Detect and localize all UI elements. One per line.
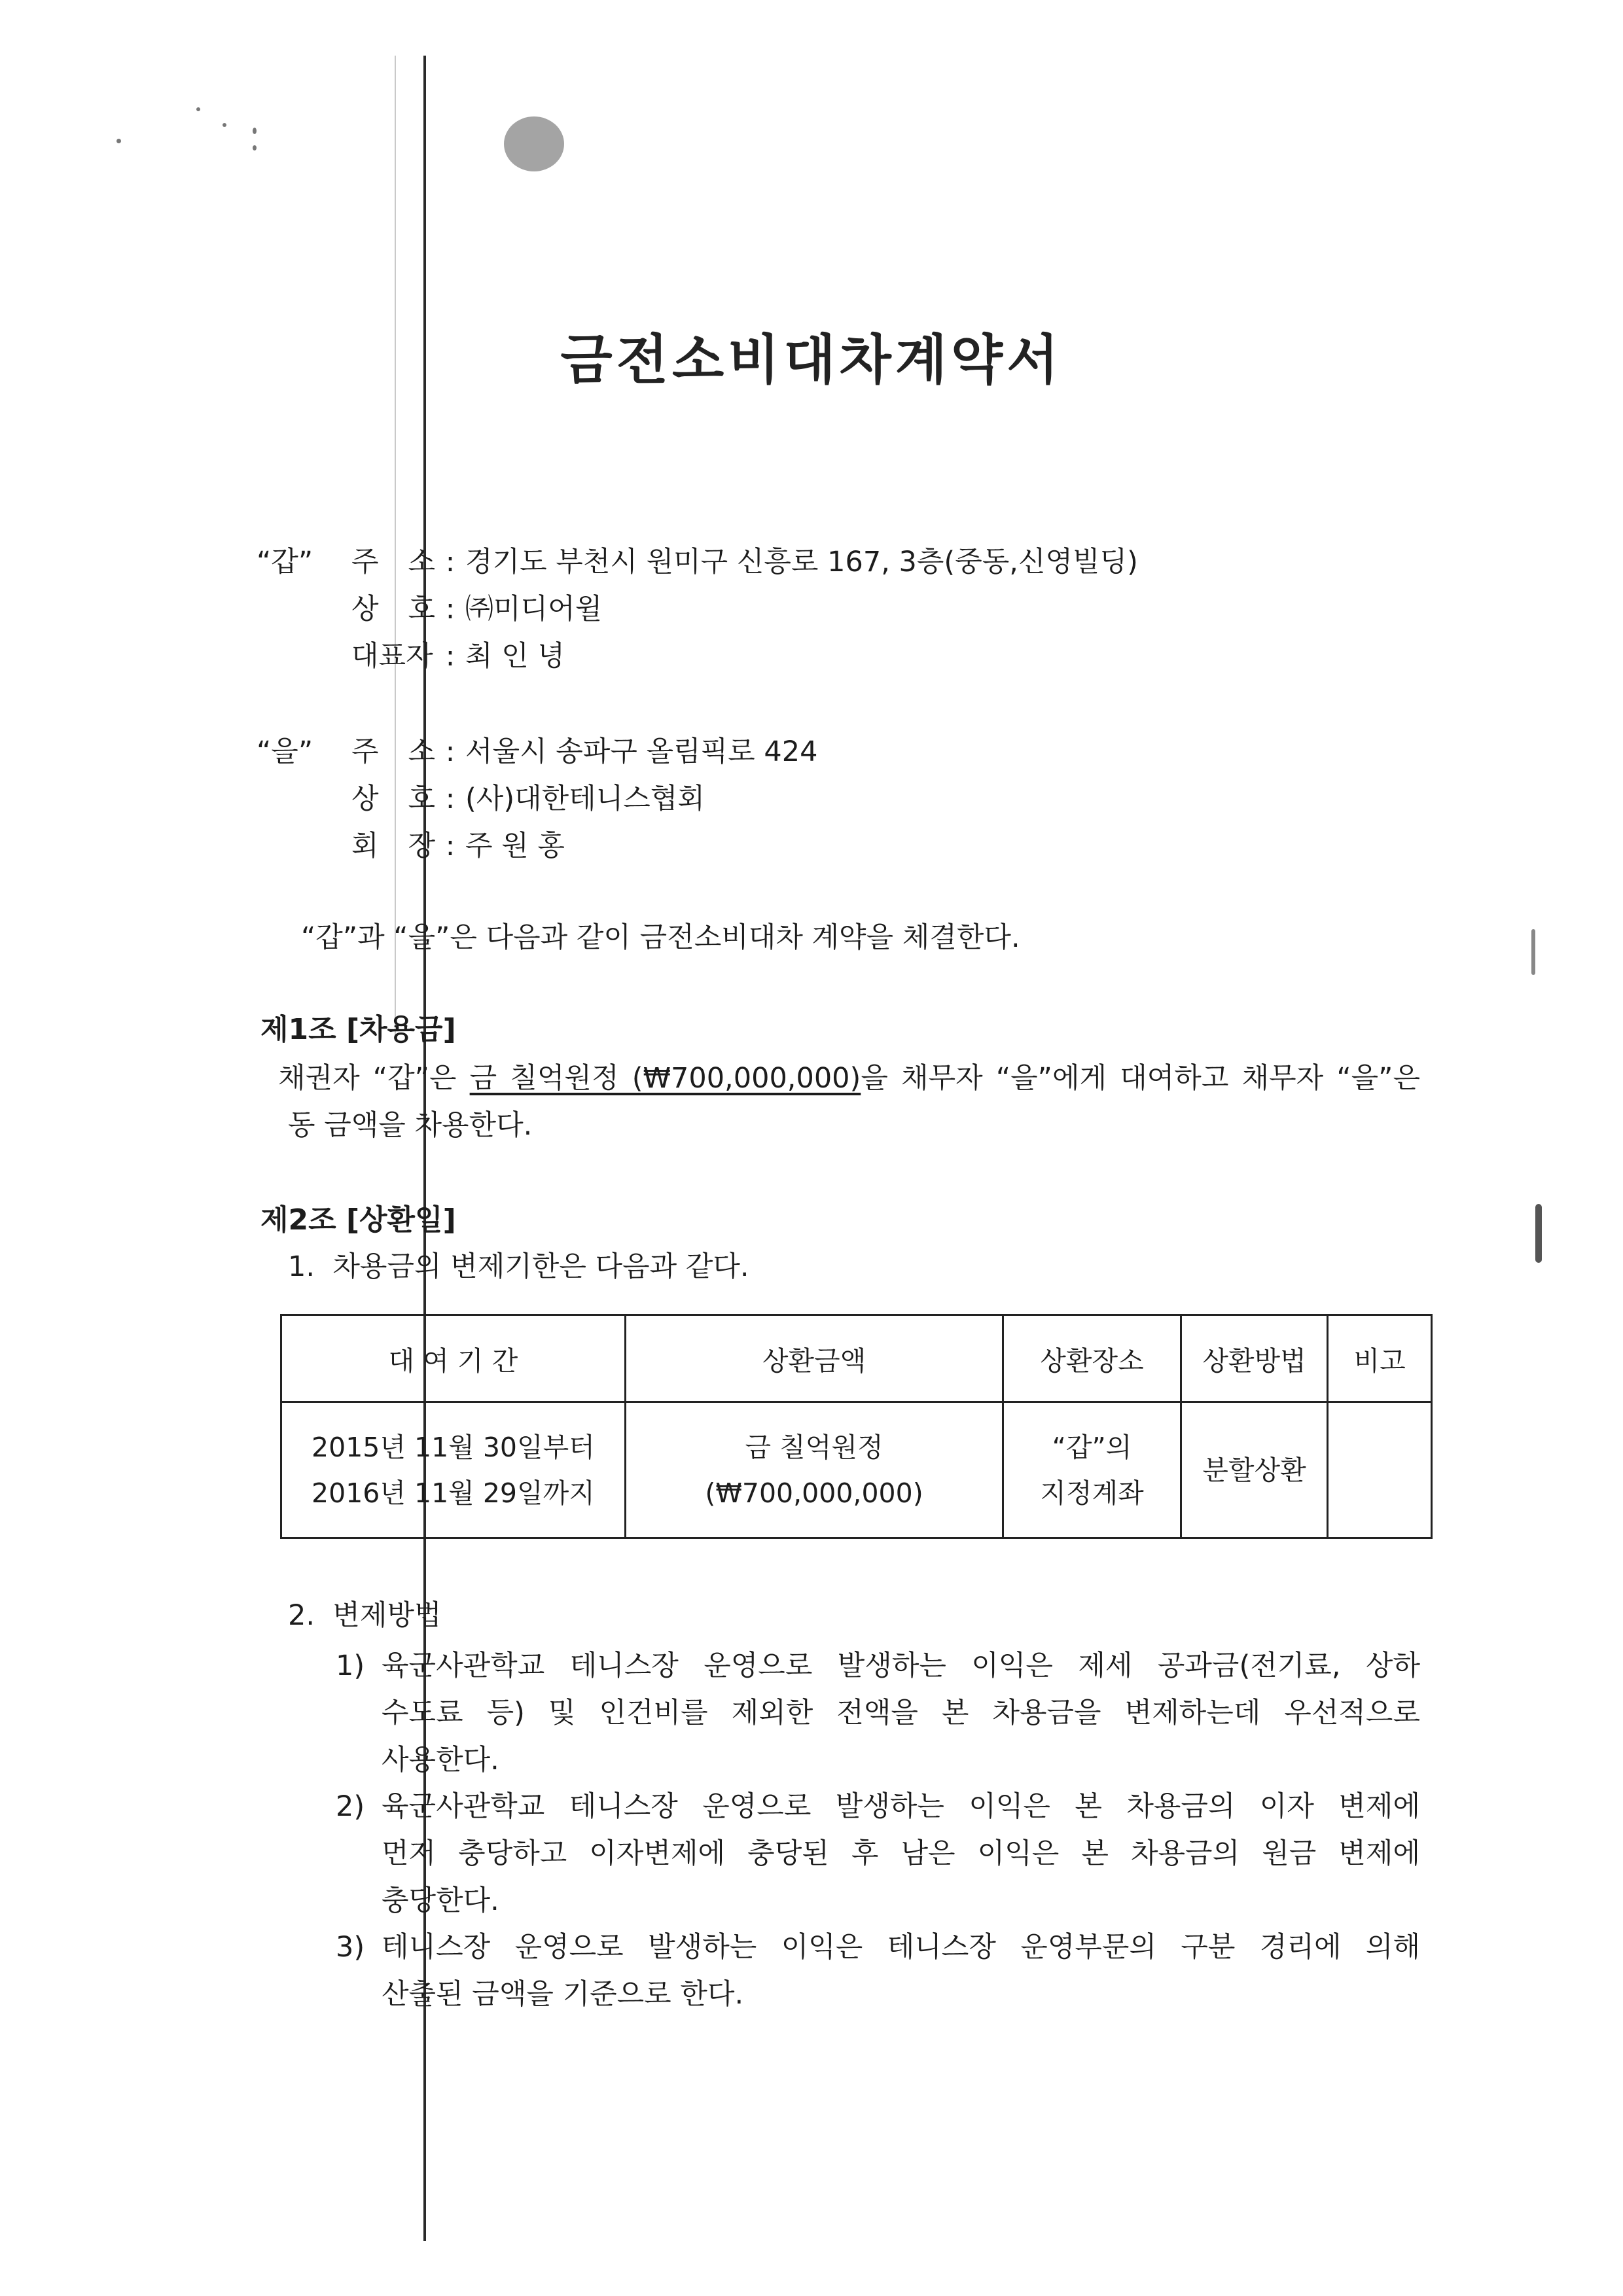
party-a-rep-row	[257, 634, 565, 674]
separator: :	[445, 593, 455, 626]
item-number: 1.	[288, 1250, 315, 1283]
scan-artifact-speck	[116, 139, 121, 143]
table-header-cell: 상환장소	[1003, 1315, 1181, 1402]
repayment-amount-cell	[625, 1402, 1003, 1538]
loan-amount: 금 칠억원정 (₩700,000,000)	[469, 1062, 861, 1095]
party-b-address-label: 주 소	[351, 735, 435, 768]
table-header-cell: 상환금액	[625, 1315, 1003, 1402]
article-1-heading: 제1조 [차용금]	[260, 1013, 456, 1046]
separator: :	[445, 830, 455, 862]
article-2-item-2	[288, 1599, 442, 1632]
article-2-heading: 제2조 [상환일]	[260, 1203, 456, 1237]
item-number: 2.	[288, 1599, 315, 1632]
scan-artifact-speck	[196, 107, 200, 111]
party-a-address-row	[257, 540, 1138, 580]
document-title: 금전소비대차계약서	[560, 329, 1063, 391]
party-b-name-row	[257, 777, 705, 817]
separator: :	[445, 735, 455, 768]
loan-period-start: 2015년 11월 30일부터	[312, 1431, 595, 1463]
party-b-tag: “을”	[257, 735, 313, 768]
item-text: 변제방법	[332, 1599, 442, 1632]
article-1-text: 을 채무자 “을”에게 대여하고 채무자 “을”은	[861, 1062, 1420, 1095]
sub-item-number: 2)	[336, 1790, 365, 1823]
sub-item-number: 3)	[336, 1931, 365, 1964]
intro-sentence: “갑”과 “을”은 다음과 같이 금전소비대차 계약을 체결한다.	[301, 921, 1020, 954]
repayment-method-2	[336, 1783, 1420, 1924]
party-a-address-value: 경기도 부천시 원미구 신흥로 167, 3층(중동,신영빌딩)	[465, 546, 1138, 578]
repayment-place-line: “갑”의	[1052, 1431, 1132, 1463]
repayment-amount-figure: (₩700,000,000)	[705, 1477, 923, 1509]
repayment-amount-words: 금 칠억원정	[745, 1431, 883, 1463]
party-a-tag: “갑”	[257, 546, 313, 578]
scan-artifact-speck	[253, 128, 257, 134]
sub-item-line: 산출된 금액을 기준으로 한다.	[382, 1978, 744, 2011]
scan-artifact-speck	[223, 123, 226, 127]
party-a-name-value: ㈜미디어윌	[465, 593, 603, 626]
party-b-chair-row	[257, 824, 565, 864]
sub-item-line: 육군사관학교 테니스장 운영으로 발생하는 이익은 제세 공과금(전기료, 상하	[382, 1650, 1420, 1682]
item-text: 차용금의 변제기한은 다음과 같다.	[332, 1250, 749, 1283]
article-2-item-1	[288, 1250, 749, 1283]
table-header-cell: 상환방법	[1181, 1315, 1328, 1402]
scan-artifact-blot	[504, 116, 564, 171]
party-b-address-row	[257, 730, 817, 769]
party-b-address-value: 서울시 송파구 올림픽로 424	[465, 735, 818, 768]
party-b-chair-value: 주 원 홍	[465, 830, 565, 862]
article-1-text: 채권자 “갑”은	[278, 1062, 470, 1095]
party-b-name-value: (사)대한테니스협회	[465, 783, 705, 815]
sub-item-line: 테니스장 운영으로 발생하는 이익은 테니스장 운영부문의 구분 경리에 의해	[382, 1931, 1420, 1964]
loan-period-cell	[281, 1402, 626, 1538]
party-a-name-label: 상 호	[351, 593, 435, 626]
repayment-place-line: 지정계좌	[1040, 1477, 1144, 1509]
scan-artifact-speck	[1531, 929, 1535, 975]
table-header-cell: 대 여 기 간	[281, 1315, 626, 1402]
table-row	[281, 1402, 1432, 1538]
article-1-line-1	[278, 1055, 1420, 1102]
party-a-name-row	[257, 587, 602, 627]
repayment-method-cell: 분할상환	[1181, 1402, 1328, 1538]
sub-item-number: 1)	[336, 1650, 365, 1682]
sub-item-line: 먼저 충당하고 이자변제에 충당된 후 남은 이익은 본 차용금의 원금 변제에	[382, 1837, 1420, 1870]
party-a-rep-value: 최 인 녕	[465, 640, 565, 673]
party-b-name-label: 상 호	[351, 783, 435, 815]
article-1-line-2: 동 금액을 차용한다.	[288, 1109, 533, 1142]
separator: :	[445, 546, 455, 578]
scan-artifact-speck	[253, 145, 257, 150]
repayment-method-3	[336, 1924, 1420, 2018]
sub-item-line: 수도료 등) 및 인건비를 제외한 전액을 본 차용금을 변제하는데 우선적으로	[382, 1697, 1420, 1729]
table-header-row	[281, 1315, 1432, 1402]
party-a-address-label: 주 소	[351, 546, 435, 578]
separator: :	[445, 640, 455, 673]
sub-item-line: 충당한다.	[382, 1884, 499, 1917]
party-a-rep-label: 대표자	[351, 640, 433, 673]
note-cell	[1328, 1402, 1432, 1538]
sub-item-line: 사용한다.	[382, 1744, 499, 1776]
repayment-place-cell	[1003, 1402, 1181, 1538]
separator: :	[445, 783, 455, 815]
loan-period-end: 2016년 11월 29일까지	[312, 1477, 595, 1509]
repayment-method-1	[336, 1642, 1420, 1784]
table-header-cell: 비고	[1328, 1315, 1432, 1402]
party-b-chair-label: 회 장	[351, 830, 435, 862]
scan-artifact-speck	[1535, 1204, 1542, 1263]
sub-item-line: 육군사관학교 테니스장 운영으로 발생하는 이익은 본 차용금의 이자 변제에	[382, 1790, 1420, 1823]
repayment-table	[280, 1314, 1433, 1539]
